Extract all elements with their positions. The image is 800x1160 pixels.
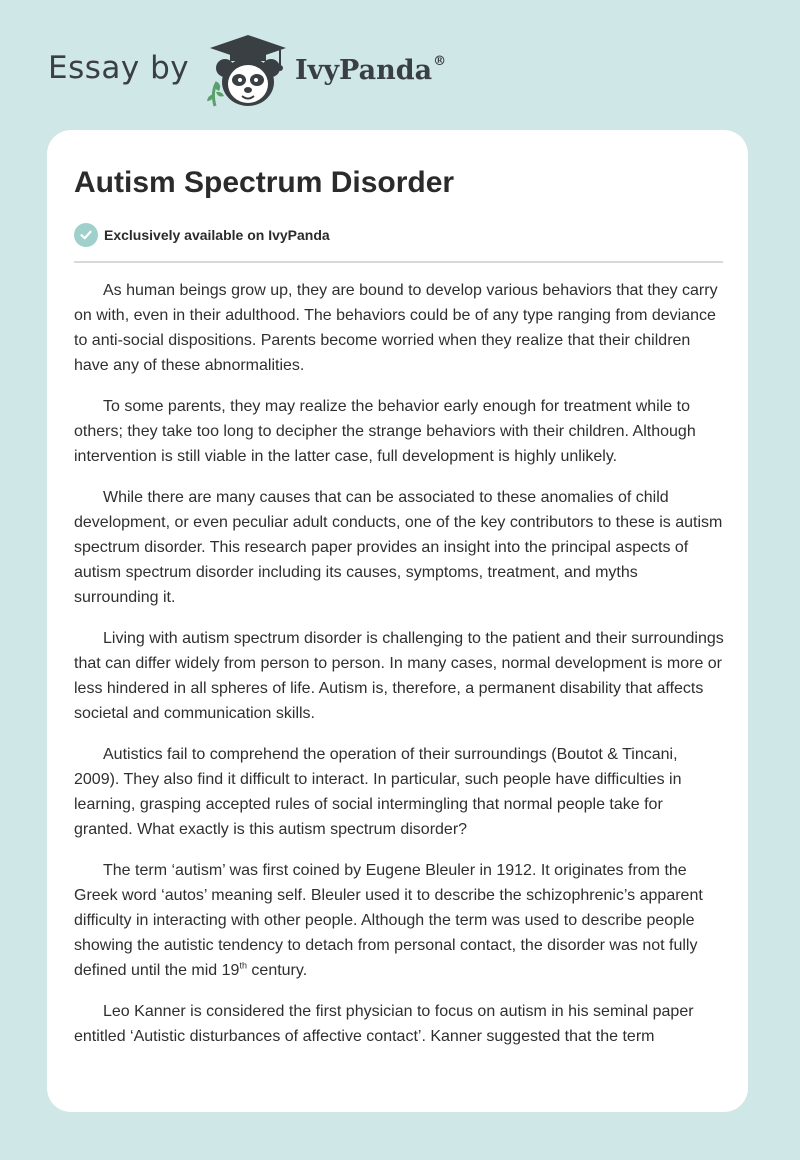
brand-name-text: IvyPanda bbox=[295, 55, 433, 86]
paragraph-text: century. bbox=[246, 962, 308, 979]
essay-body bbox=[74, 278, 724, 1065]
paragraph: While there are many causes that can be associated to these anomalies of child development, or even peculiar adult conducts, one of the key contributors to these is autism spectrum disorder. This research paper provides an insight into the principal aspects of autism spectrum disorder including its causes, symptoms, treatment, and myths surrounding it. bbox=[74, 489, 723, 606]
site-header bbox=[48, 30, 508, 110]
paragraph: To some parents, they may realize the behavior early enough for treatment while to others; they take too long to decipher the strange behaviors with their children. Although intervention is still viable in the latter case, full development is highly unlikely. bbox=[74, 398, 696, 465]
essay-title: Autism Spectrum Disorder bbox=[74, 166, 455, 199]
check-icon bbox=[74, 223, 98, 247]
registered-mark: ® bbox=[433, 54, 447, 69]
panda-logo-icon[interactable] bbox=[203, 32, 293, 112]
paragraph: Autistics fail to comprehend the operation of their surroundings (Boutot & Tincani, 2009). They also find it difficult to interact. In particular, such people have difficulties in learning, grasping accepted rules of social intermingling that normal people take for granted. What exactly is this autism spectrum disorder? bbox=[74, 746, 682, 838]
essay-card bbox=[47, 130, 748, 1112]
title-divider bbox=[74, 261, 723, 263]
exclusive-badge bbox=[74, 222, 330, 248]
essay-by-label: Essay by bbox=[48, 50, 190, 86]
exclusive-badge-label: Exclusively available on IvyPanda bbox=[104, 227, 330, 243]
paragraph: As human beings grow up, they are bound to develop various behaviors that they carry on with, even in their adulthood. The behaviors could be of any type ranging from deviance to anti-social dispositions. Parents become worried when they realize that their children have any of these abnormalities. bbox=[74, 282, 718, 374]
paragraph: Living with autism spectrum disorder is challenging to the patient and their surroundings that can differ widely from person to person. In many cases, normal development is more or less hindered in all spheres of life. Autism is, therefore, a permanent disability that affects societal and communication skills. bbox=[74, 630, 724, 722]
superscript-th: th bbox=[239, 960, 247, 971]
paragraph bbox=[74, 858, 724, 983]
brand-name[interactable] bbox=[295, 54, 446, 86]
paragraph-text: The term ‘autism’ was first coined by Eugene Bleuler in 1912. It originates from the Greek word ‘autos’ meaning self. Bleuler used it to describe the schizophrenic’s apparent difficulty in interacting with other people. Although the term was used to describe people showing the autistic tendency to detach from personal contact, the disorder was not fully defined until the mid 19 bbox=[74, 862, 703, 979]
paragraph: Leo Kanner is considered the first physician to focus on autism in his seminal paper entitled ‘Autistic disturbances of affective contact’. Kanner suggested that the term bbox=[74, 1003, 694, 1045]
